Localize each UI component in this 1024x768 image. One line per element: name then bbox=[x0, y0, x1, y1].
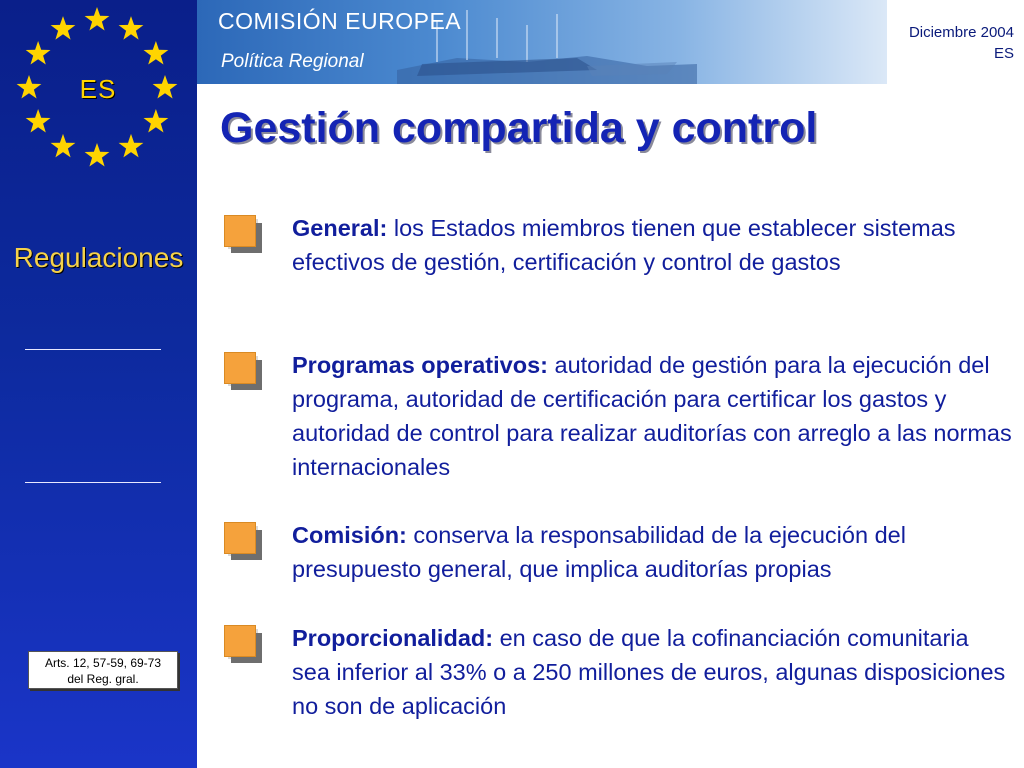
bullet-term: General: bbox=[292, 215, 388, 241]
bullet-text bbox=[292, 621, 1012, 723]
eu-star-icon bbox=[85, 143, 110, 167]
square-bullet-icon bbox=[222, 213, 266, 253]
bullet-body: conserva la responsabilidad de la ejecución del presupuesto general, que implica auditorías propias bbox=[292, 522, 906, 582]
square-bullet-icon bbox=[222, 350, 266, 390]
brand-subtitle: Política Regional bbox=[221, 51, 364, 72]
section-label: Regulaciones bbox=[13, 242, 184, 273]
bullet-text bbox=[292, 348, 1012, 484]
eu-star-icon bbox=[26, 109, 51, 133]
country-code: ES bbox=[79, 74, 117, 104]
eu-star-icon bbox=[153, 75, 178, 99]
slide-title: Gestión compartida y control bbox=[220, 104, 818, 152]
square-bullet-icon bbox=[222, 520, 266, 560]
eu-star-icon bbox=[144, 109, 169, 133]
language-label: ES bbox=[993, 45, 1014, 62]
square-bullet-icon bbox=[222, 623, 266, 663]
bullet-term: Comisión: bbox=[292, 522, 407, 548]
bullet-body: autoridad de gestión para la ejecución del programa, autoridad de certificación para certificar los gastos y autoridad de control para realizar auditorías con arreglo a las normas internacionales bbox=[292, 352, 1012, 480]
brand-name: COMISIÓN EUROPEA bbox=[218, 8, 462, 34]
divider bbox=[25, 349, 161, 350]
eu-star-icon bbox=[85, 7, 110, 31]
bullet-term: Proporcionalidad: bbox=[292, 625, 494, 651]
bullet-body: en caso de que la cofinanciación comunitaria sea inferior al 33% o a 250 millones de euros, algunas disposiciones no son de aplicación bbox=[292, 625, 1006, 719]
bullet-term: Programas operativos: bbox=[292, 352, 548, 378]
date-label: Diciembre 2004 bbox=[908, 24, 1014, 41]
eu-star-icon bbox=[51, 16, 76, 39]
reference-line: del Reg. gral. bbox=[67, 672, 139, 686]
bullet-text bbox=[292, 518, 1012, 586]
eu-star-icon bbox=[144, 41, 169, 65]
eu-star-icon bbox=[17, 75, 42, 99]
eu-star-icon bbox=[119, 134, 144, 158]
bullet-body: los Estados miembros tienen que establecer sistemas efectivos de gestión, certificación y control de gastos bbox=[292, 215, 956, 275]
eu-star-icon bbox=[26, 41, 51, 65]
date-block bbox=[909, 22, 1014, 64]
divider bbox=[25, 482, 161, 483]
reference-box bbox=[28, 651, 178, 689]
eu-star-icon bbox=[51, 134, 76, 158]
reference-line: Arts. 12, 57-59, 69-73 bbox=[44, 656, 162, 670]
sidebar bbox=[0, 0, 197, 768]
eu-star-icon bbox=[119, 16, 144, 39]
bullet-text bbox=[292, 211, 1012, 279]
